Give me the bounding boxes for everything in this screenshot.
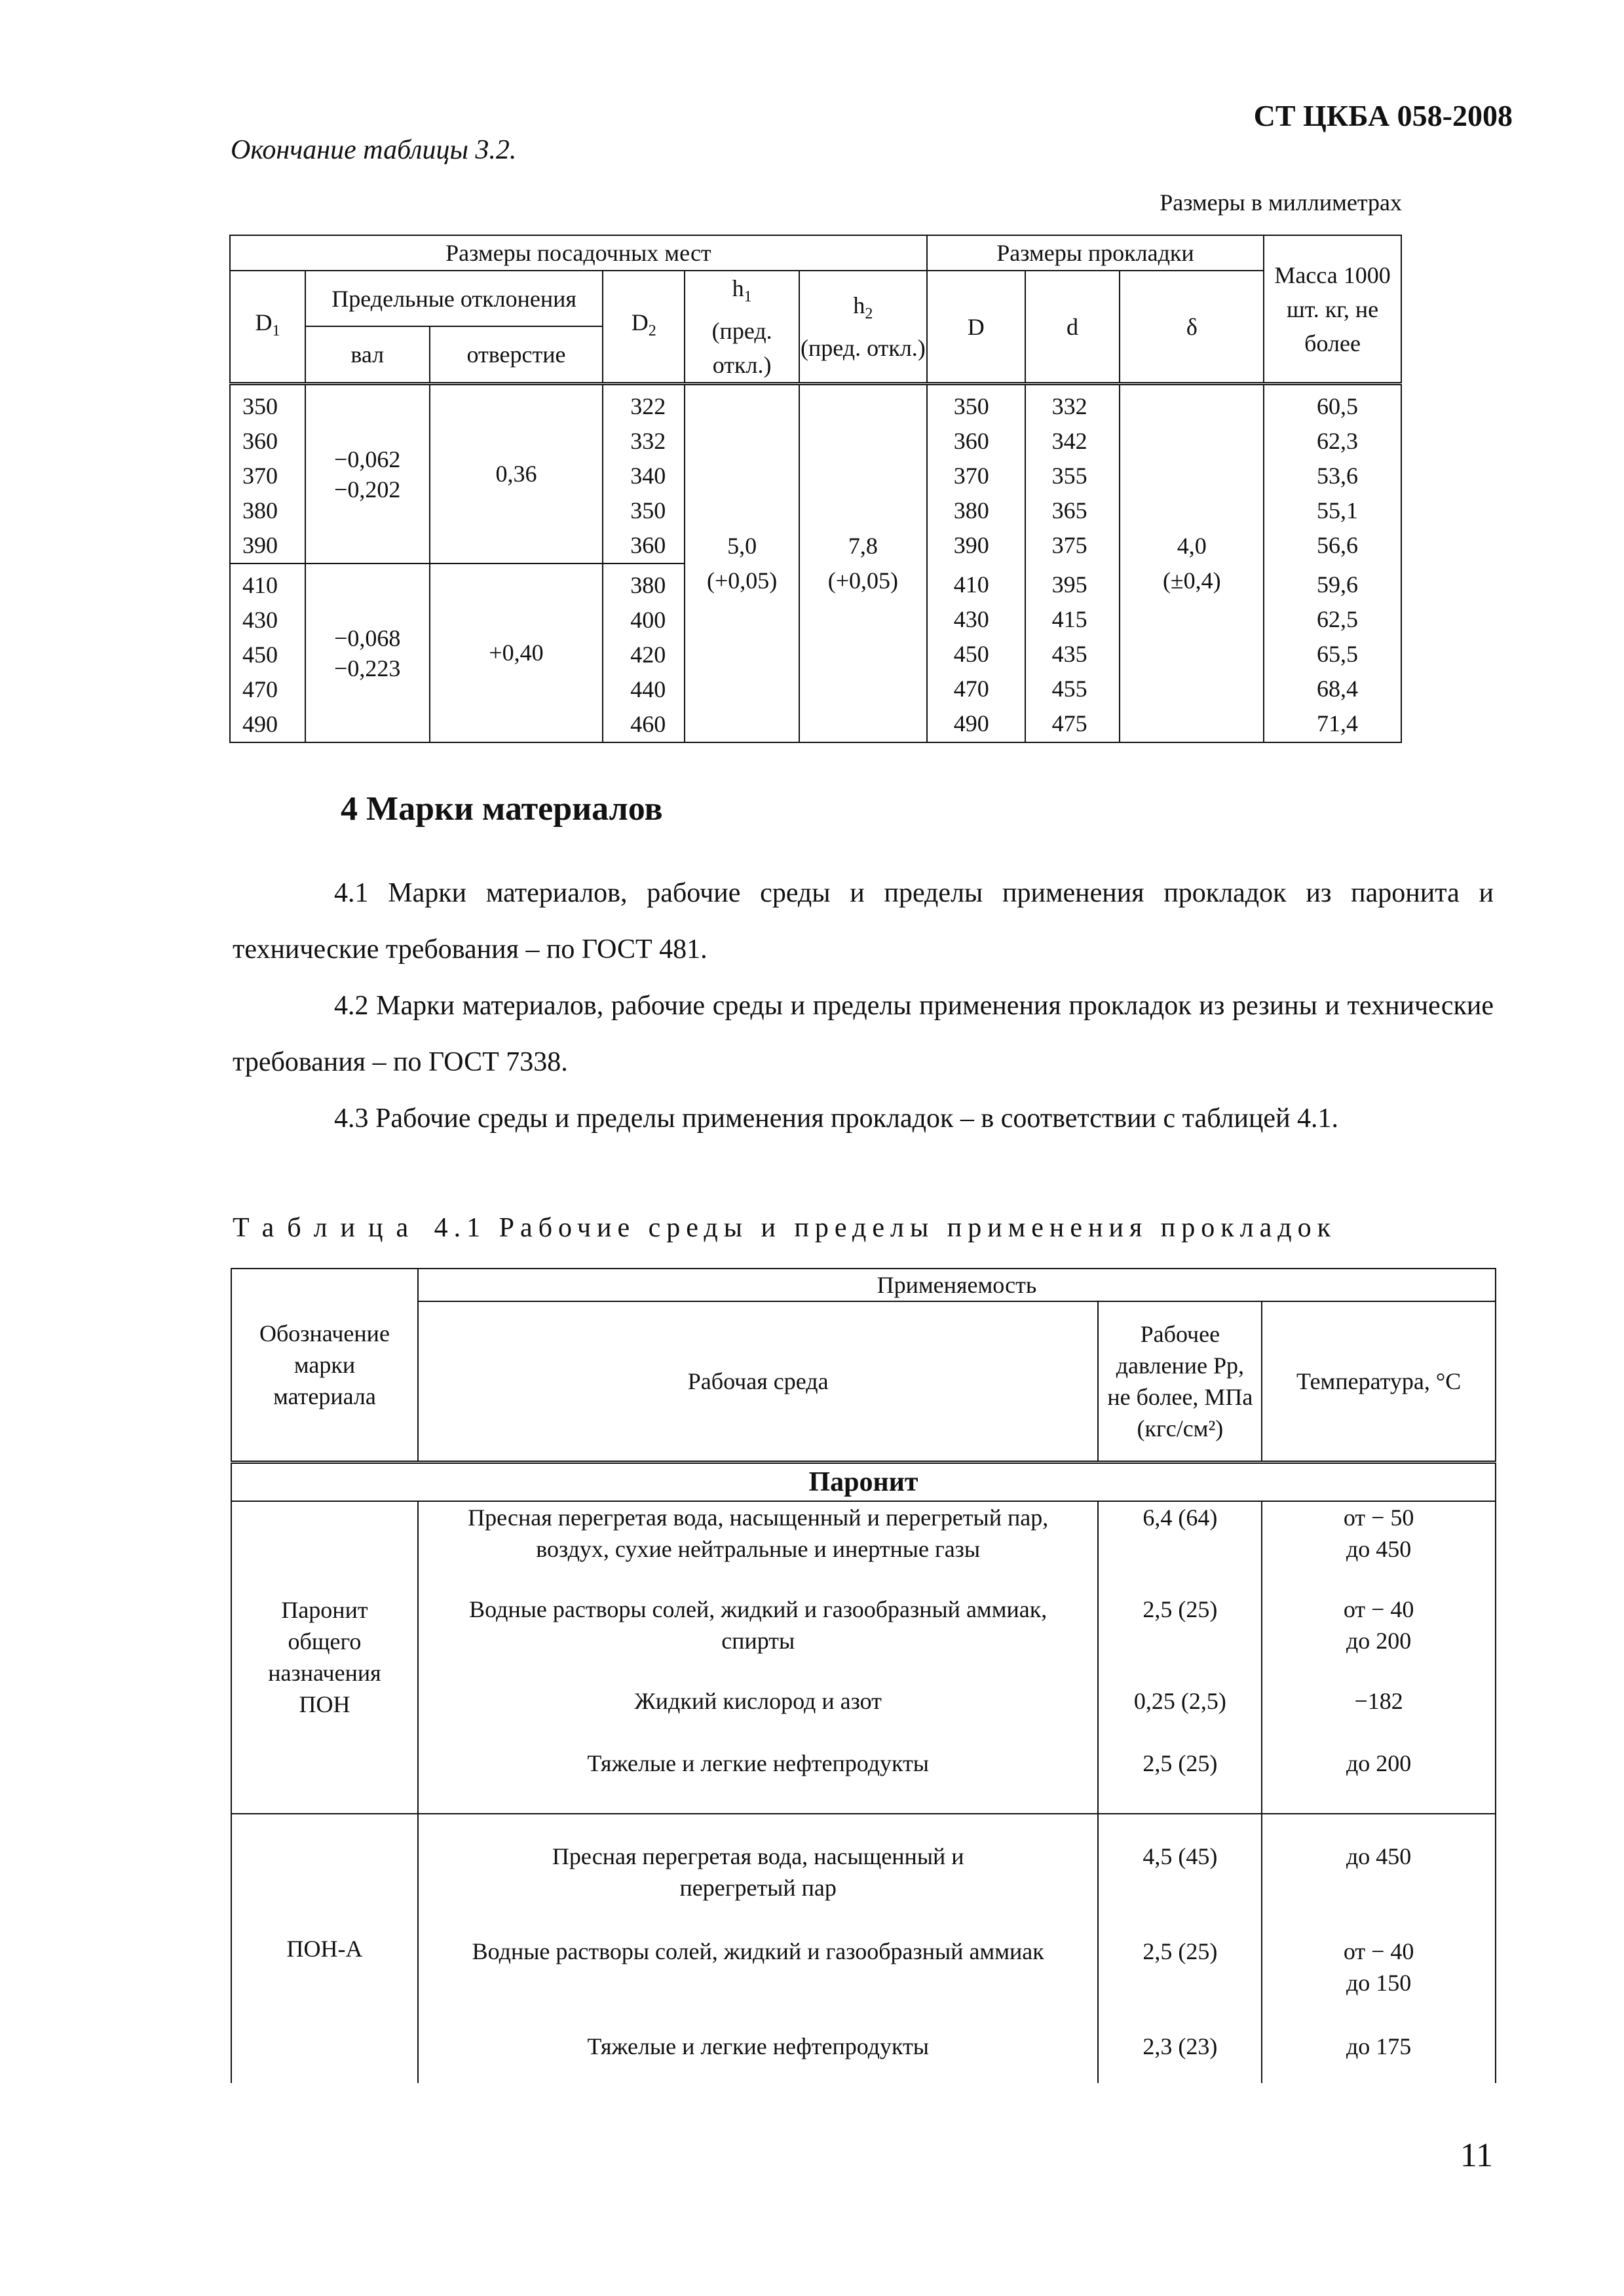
pressure-pon-1: 6,4 (64) (1098, 1501, 1262, 1594)
temp-pona-2: от − 40 до 150 (1262, 1936, 1496, 2031)
header-h2: $h_2$ (пред. откл.) (799, 271, 927, 384)
page-number: 11 (1460, 2137, 1493, 2174)
header-gasket-D: D (927, 271, 1025, 384)
shaft-tolerance-a: −0,062 −0,202 (305, 384, 430, 564)
col-d1-group-b: 410 430 450 470 490 (230, 564, 305, 742)
group-paronite: Паронит (231, 1462, 1496, 1501)
medium-pon-3: Жидкий кислород и азот (418, 1685, 1099, 1748)
col-d1-group-a: 350 360 370 380 390 (230, 384, 305, 564)
col-d2-group-b: 380 400 420 440 460 (603, 564, 685, 742)
pressure-pon-2: 2,5 (25) (1098, 1594, 1262, 1685)
pressure-pon-3: 0,25 (2,5) (1098, 1685, 1262, 1748)
pressure-pona-2: 2,5 (25) (1098, 1936, 1262, 2031)
col-mass-group-a: 60,5 62,3 53,6 55,1 56,6 (1264, 384, 1401, 564)
header-hole: отверстие (430, 326, 603, 384)
paragraph-4-1: 4.1 Марки материалов, рабочие среды и пределы применения прокладок из паронита и технические требования – по ГОСТ 481. (233, 878, 1494, 965)
hole-tolerance-b: +0,40 (430, 564, 603, 742)
header-seat-sizes: Размеры посадочных мест (230, 235, 927, 271)
temp-pon-4: до 200 (1262, 1748, 1496, 1814)
header-d2: $D_2$ (603, 271, 685, 384)
temp-pon-2: от − 40 до 200 (1262, 1594, 1496, 1685)
document-code: СТ ЦКБА 058-2008 (1253, 99, 1513, 132)
header-tolerances: Предельные отклонения (305, 271, 603, 326)
hole-tolerance-a: 0,36 (430, 384, 603, 564)
col-d2-group-a: 322 332 340 350 360 (603, 384, 685, 564)
header-designation: Обозначение марки материала (231, 1269, 418, 1462)
section-title: 4 Марки материалов (341, 790, 663, 828)
header-temperature: Температура, °С (1262, 1301, 1496, 1462)
temp-pon-1: от − 50 до 450 (1262, 1501, 1496, 1594)
table-continuation-label: Окончание таблицы 3.2. (231, 135, 517, 165)
temp-pon-3: −182 (1262, 1685, 1496, 1748)
header-medium: Рабочая среда (418, 1301, 1099, 1462)
medium-pona-1: Пресная перегретая вода, насыщенный и перегретый пар (418, 1814, 1099, 1936)
material-pon-a: ПОН-А (231, 1814, 418, 2083)
medium-pona-3: Тяжелые и легкие нефтепродукты (418, 2031, 1099, 2083)
header-delta: δ (1120, 271, 1264, 384)
h1-value: 5,0 (+0,05) (685, 384, 799, 743)
table-4-1-caption: Таблица 4.1 Рабочие среды и пределы применения прокладок (233, 1213, 1337, 1243)
medium-pon-2: Водные растворы солей, жидкий и газообразный аммиак, спирты (418, 1594, 1099, 1685)
medium-pon-4: Тяжелые и легкие нефтепродукты (418, 1748, 1099, 1814)
delta-value: 4,0 (±0,4) (1120, 384, 1264, 743)
col-mass-group-b: 59,6 62,5 65,5 68,4 71,4 (1264, 564, 1401, 742)
header-gasket-d: d (1025, 271, 1120, 384)
medium-pona-2: Водные растворы солей, жидкий и газообразный аммиак (418, 1936, 1099, 2031)
header-h1: $h_1$ (пред. откл.) (685, 271, 799, 384)
medium-pon-1: Пресная перегретая вода, насыщенный и перегретый пар, воздух, сухие нейтральные и инертные газы (418, 1501, 1099, 1594)
pressure-pon-4: 2,5 (25) (1098, 1748, 1262, 1814)
h2-value: 7,8 (+0,05) (799, 384, 927, 743)
temp-pona-1: до 450 (1262, 1814, 1496, 1936)
col-d-group-a: 332 342 355 365 375 (1025, 384, 1120, 564)
header-mass: Масса 1000 шт. кг, не более (1264, 235, 1401, 384)
header-d1: $D_1$ (230, 271, 305, 384)
header-applicability: Применяемость (418, 1269, 1496, 1301)
paragraph-4-3: 4.3 Рабочие среды и пределы применения прокладок – в соответствии с таблицей 4.1. (334, 1103, 1339, 1134)
header-pressure: Рабочее давление Рр, не более, МПа (кгс/см²) (1098, 1301, 1262, 1462)
col-D-group-a: 350 360 370 380 390 (927, 384, 1025, 564)
col-d-group-b: 395 415 435 455 475 (1025, 564, 1120, 742)
pressure-pona-3: 2,3 (23) (1098, 2031, 1262, 2083)
material-pon: Паронит общего назначения ПОН (231, 1501, 418, 1814)
col-D-group-b: 410 430 450 470 490 (927, 564, 1025, 742)
pressure-pona-1: 4,5 (45) (1098, 1814, 1262, 1936)
table-4-1 (231, 1268, 1496, 2083)
header-shaft: вал (305, 326, 430, 384)
header-gasket-sizes: Размеры прокладки (927, 235, 1264, 271)
paragraph-4-2: 4.2 Марки материалов, рабочие среды и пределы применения прокладок из резины и технические требования – по ГОСТ 7338. (233, 991, 1494, 1077)
temp-pona-3: до 175 (1262, 2031, 1496, 2083)
table-3-2 (229, 235, 1402, 743)
shaft-tolerance-b: −0,068 −0,223 (305, 564, 430, 742)
units-note: Размеры в миллиметрах (1160, 189, 1402, 216)
